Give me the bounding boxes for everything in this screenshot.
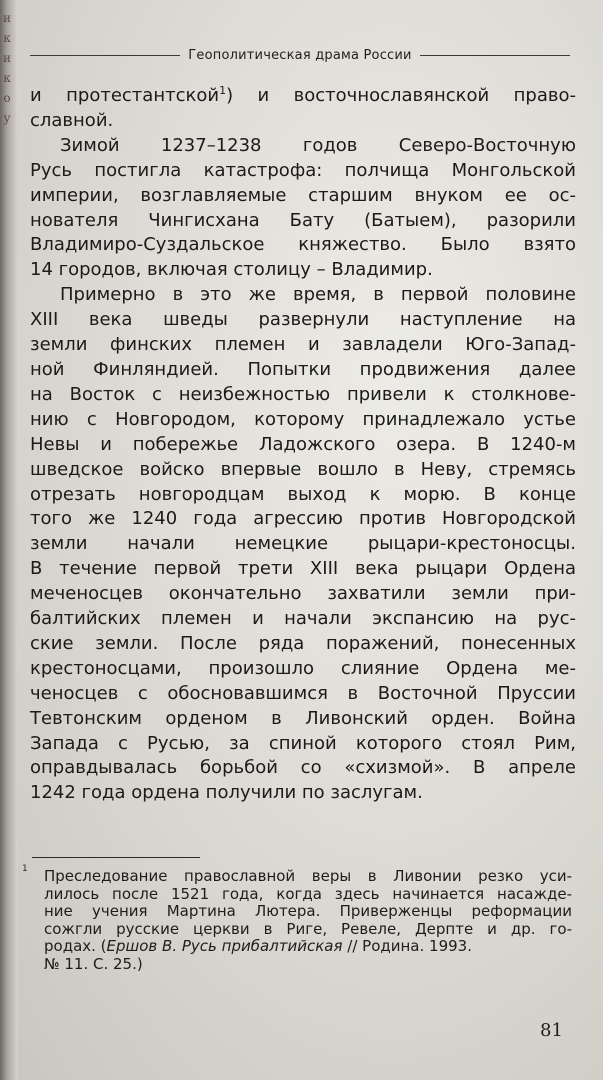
- footnote-citation-line: [44, 938, 572, 956]
- facing-letter: о: [3, 91, 11, 105]
- footnote-line: лилось после 1521 года, когда здесь начинается насажде-: [44, 884, 572, 903]
- text-line: Русь постигла катастрофа: полчища Монгольской: [30, 159, 576, 181]
- footnote-separator: [32, 857, 200, 858]
- text-line: Невы и побережье Ладожского озера. В 1240-м: [30, 433, 576, 455]
- footnote: [44, 868, 572, 974]
- main-text: [30, 84, 576, 806]
- book-spine-edge: [0, 0, 18, 1080]
- text-line: славной.: [30, 109, 114, 131]
- footnote-citation-author: Ершов В. Русь прибалтийская: [106, 937, 343, 956]
- text-line: XIII века шведы развернули наступление на: [30, 309, 576, 331]
- footnote-line: Преследование православной веры в Ливонии резко уси-: [44, 867, 572, 885]
- text-line: крестоносцами, произошло слияние Ордена ме-: [30, 657, 576, 679]
- facing-letter: к: [3, 71, 11, 85]
- text-line: ченосцев с обосновавшимся в Восточной Пруссии: [30, 682, 576, 704]
- footnote-citation-start: родах. (: [44, 937, 107, 956]
- footnote-marker: 1: [22, 864, 28, 874]
- page-number: 81: [540, 1020, 563, 1041]
- footnote-line: сожгли русские церкви в Риге, Ревеле, Дерпте и др. го-: [44, 919, 572, 938]
- text-line: шведское войско впервые вошло в Неву, стремясь: [30, 458, 576, 480]
- running-header-title: Геополитическая драма России: [188, 47, 412, 63]
- text-line: Тевтонским орденом в Ливонский орден. Война: [30, 707, 576, 729]
- header-rule-left: [30, 55, 180, 56]
- running-header: [30, 44, 570, 66]
- text-line: Зимой 1237–1238 годов Северо-Восточную: [60, 134, 576, 156]
- text-line: оправдывалась борьбой со «схизмой». В апреле: [30, 757, 576, 779]
- text-line: ские земли. После ряда поражений, понесенных: [30, 632, 576, 654]
- text-line: нию с Новгородом, которому принадлежало устье: [30, 408, 576, 430]
- text-line: на Восток с неизбежностью привели к столкнове-: [30, 383, 576, 405]
- facing-letter: и: [3, 51, 11, 65]
- text-line: ной Финляндией. Попытки продвижения далее: [30, 358, 576, 380]
- footnote-citation-source: // Родина. 1993.: [342, 937, 472, 956]
- text-line: империи, возглавляемые старшим внуком ее ос-: [30, 184, 576, 206]
- header-rule-right: [420, 55, 570, 56]
- footnote-line: ние учения Мартина Лютера. Приверженцы реформации: [44, 902, 572, 921]
- text-line: отрезать новгородцам выход к морю. В конце: [30, 483, 576, 505]
- facing-letter: у: [3, 111, 11, 125]
- facing-letter: и: [3, 11, 11, 25]
- text-line: балтийских племен и начали экспансию на рус-: [30, 608, 576, 630]
- text-line: [30, 84, 576, 109]
- text-segment: и протестантской: [30, 85, 220, 106]
- text-line: того же 1240 года агрессию против Новгородской: [30, 508, 576, 530]
- facing-letter: к: [3, 31, 11, 45]
- footnote-reference[interactable]: 1: [219, 84, 227, 97]
- text-line: 1242 года ордена получили по заслугам.: [30, 782, 423, 804]
- text-line: земли финских племен и завладели Юго-Запад-: [30, 334, 576, 356]
- text-line: В течение первой трети XIII века рыцари Ордена: [30, 558, 576, 580]
- text-line: 14 городов, включая столицу – Владимир.: [30, 259, 433, 281]
- text-line: Примерно в это же время, в первой половине: [60, 284, 576, 306]
- facing-page-letters: [2, 8, 12, 128]
- text-line: меченосцев окончательно захватили земли при-: [30, 583, 576, 605]
- text-segment: ) и восточнославянской право-: [226, 85, 576, 106]
- footnote-citation-end: № 11. С. 25.): [44, 954, 143, 973]
- text-line: Владимиро-Суздальское княжество. Было взято: [30, 234, 576, 256]
- text-line: земли начали немецкие рыцари-крестоносцы.: [30, 533, 576, 555]
- text-line: нователя Чингисхана Бату (Батыем), разорили: [30, 209, 576, 231]
- text-line: Запада с Русью, за спиной которого стоял Рим,: [30, 732, 576, 754]
